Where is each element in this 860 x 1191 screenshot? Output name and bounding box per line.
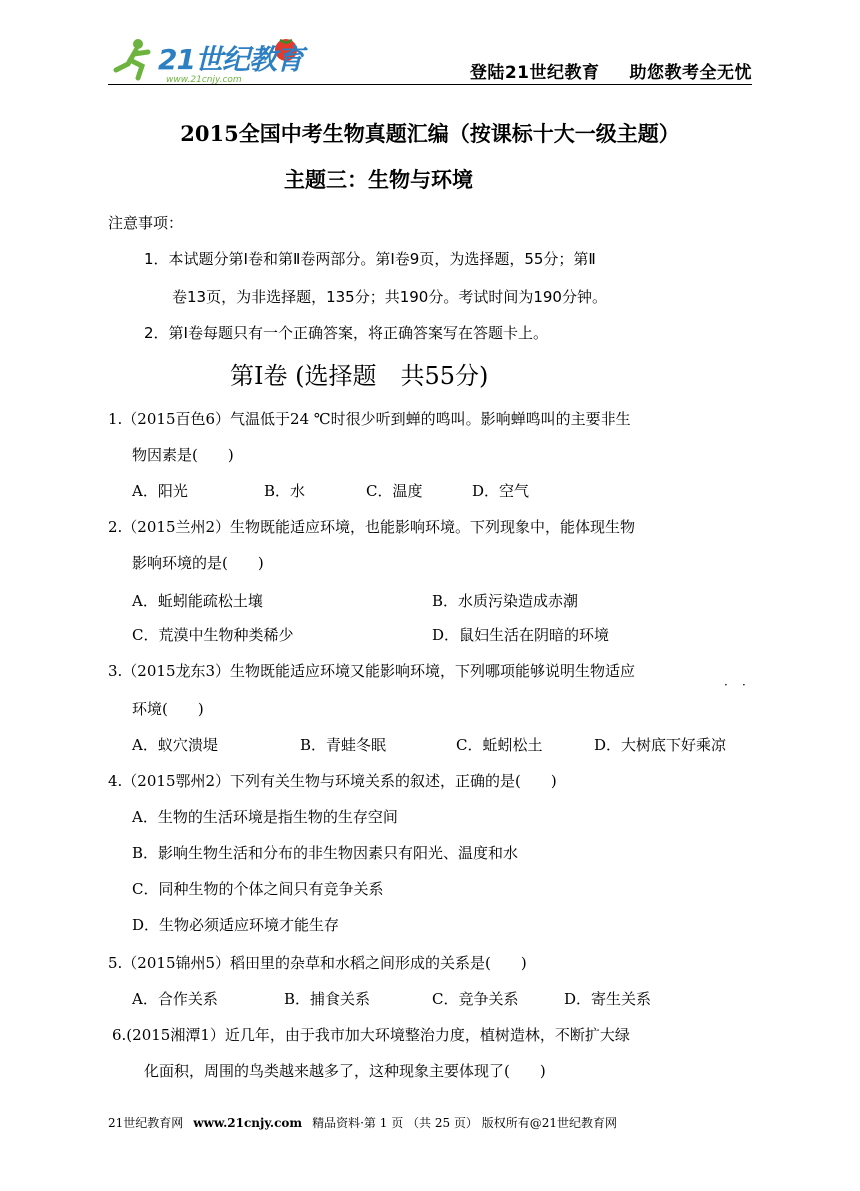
question-3-option-b: B．青蛙冬眠: [300, 736, 387, 754]
question-1-option-a: A．阳光: [132, 482, 188, 500]
question-5-option-b: B．捕食关系: [284, 990, 371, 1008]
footer-page-info: 精品资料·第 1 页 （共 25 页） 版权所有@21世纪教育网: [312, 1116, 617, 1130]
question-6-line-1: 6.(2015湘潭1）近几年，由于我市加大环境整治力度，植树造林，不断扩大绿: [112, 1026, 630, 1044]
notice-item-2: 2．第Ⅰ卷每题只有一个正确答案，将正确答案写在答题卡上。: [144, 324, 548, 342]
question-2-line-1: 2.（2015兰州2）生物既能适应环境，也能影响环境。下列现象中，能体现生物: [108, 518, 636, 536]
question-2-option-d: D．鼠妇生活在阴暗的环境: [432, 626, 610, 644]
question-5-option-d: D．寄生关系: [564, 990, 652, 1008]
tagline-right: 助您教考全无忧: [629, 63, 752, 83]
question-5-option-a: A．合作关系: [132, 990, 218, 1008]
header-tagline: [470, 58, 752, 83]
question-2-option-a: A．蚯蚓能疏松土壤: [132, 592, 263, 610]
question-3-option-d: D．大树底下好乘凉: [594, 736, 727, 754]
emphasis-dot: ·: [724, 678, 728, 692]
question-4-line-1: 4.（2015鄂州2）下列有关生物与环境关系的叙述，正确的是( ): [108, 772, 557, 790]
question-3-option-c: C．蚯蚓松土: [456, 736, 543, 754]
question-3-option-a: A．蚁穴溃堤: [132, 736, 218, 754]
question-1-line-2: 物因素是( ): [132, 446, 234, 464]
question-1-option-c: C．温度: [366, 482, 423, 500]
question-3-line-2: 环境( ): [132, 700, 204, 718]
emphasis-dot: ·: [742, 678, 746, 692]
question-3-line-1: 3.（2015龙东3）生物既能适应环境又能影响环境，下列哪项能够说明生物适应: [108, 662, 636, 680]
question-4-option-a: A．生物的生活环境是指生物的生存空间: [132, 808, 398, 826]
notice-item-1-line-2: 卷13页，为非选择题，135分；共190分。考试时间为190分钟。: [172, 288, 607, 306]
question-1-option-d: D．空气: [472, 482, 530, 500]
question-1-line-1: 1.（2015百色6）气温低于24 ℃时很少听到蝉的鸣叫。影响蝉鸣叫的主要非生: [108, 410, 631, 428]
logo-text: 21世纪教育: [158, 43, 303, 76]
document-subtitle: 主题三：生物与环境: [284, 167, 473, 192]
question-5-option-c: C．竞争关系: [432, 990, 519, 1008]
question-2-line-2: 影响环境的是( ): [132, 554, 264, 572]
question-4-option-c: C．同种生物的个体之间只有竞争关系: [132, 880, 384, 898]
document-title: 2015全国中考生物真题汇编（按课标十大一级主题）: [180, 121, 680, 146]
question-6-line-2: 化面积，周围的鸟类越来越多了，这种现象主要体现了( ): [144, 1062, 546, 1080]
question-1-option-b: B．水: [264, 482, 306, 500]
footer-site: 21世纪教育网: [108, 1116, 184, 1130]
question-5-line-1: 5.（2015锦州5）稻田里的杂草和水稻之间形成的关系是( ): [108, 954, 527, 972]
tagline-left: 登陆21世纪教育: [469, 63, 600, 83]
question-2-option-c: C．荒漠中生物种类稀少: [132, 626, 294, 644]
site-logo[interactable]: [108, 30, 308, 86]
question-2-option-b: B．水质污染造成赤潮: [432, 592, 579, 610]
header-divider: [108, 84, 752, 85]
footer-url-link[interactable]: www.21cnjy.com: [193, 1116, 303, 1130]
notice-item-1-line-1: 1．本试题分第Ⅰ卷和第Ⅱ卷两部分。第Ⅰ卷9页，为选择题，55分；第Ⅱ: [144, 250, 596, 268]
question-4-option-d: D．生物必须适应环境才能生存: [132, 916, 340, 934]
logo-url: www.21cnjy.com: [166, 75, 242, 85]
question-4-option-b: B．影响生物生活和分布的非生物因素只有阳光、温度和水: [132, 844, 519, 862]
section-heading: 第Ⅰ卷 (选择题 共55分): [230, 362, 489, 390]
notice-heading: 注意事项：: [108, 214, 184, 232]
page-footer: [108, 1114, 617, 1131]
